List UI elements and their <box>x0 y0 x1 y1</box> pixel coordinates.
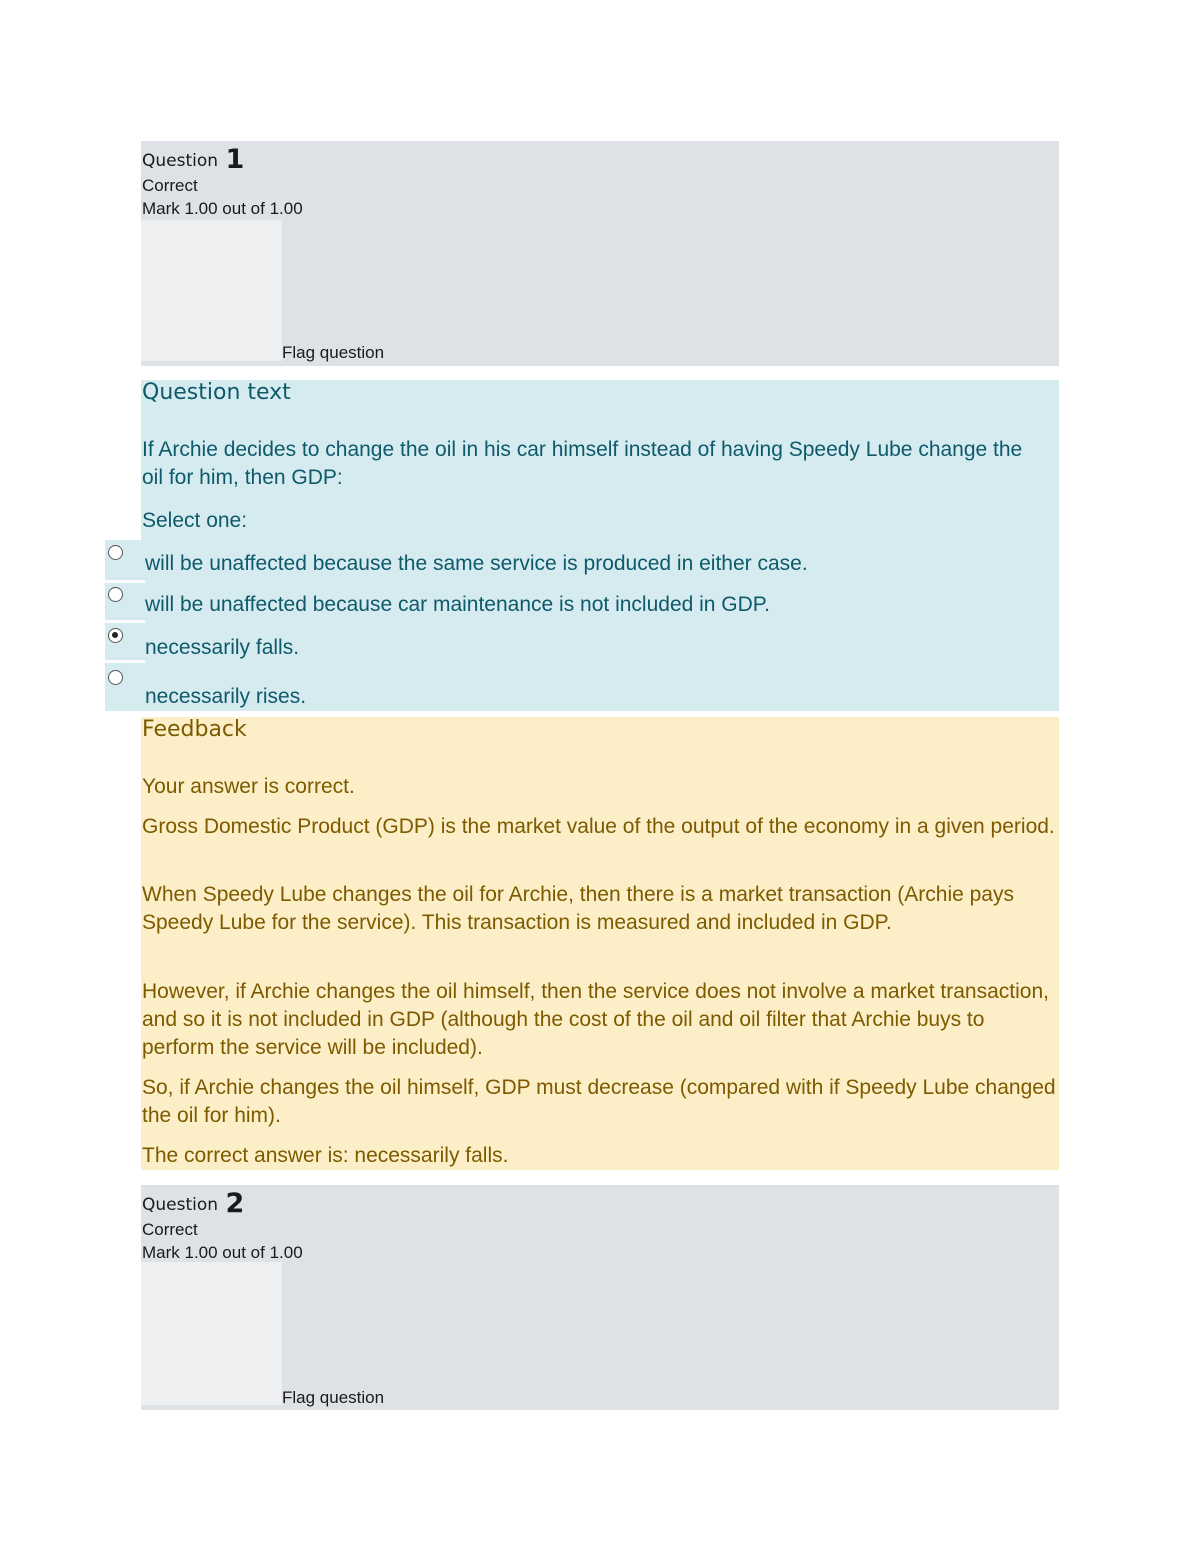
answer-option-radio[interactable] <box>108 670 123 685</box>
question-2-info <box>141 1185 1059 1410</box>
question-label: Question <box>142 1195 219 1215</box>
option-divider <box>105 620 145 623</box>
question-heading <box>142 144 244 175</box>
feedback-paragraph: Your answer is correct. <box>142 775 355 798</box>
feedback-paragraph: When Speedy Lube changes the oil for Archie, then there is a market transaction (Archie pays Speedy Lube for the service). This transaction is measured and included in GDP. <box>142 883 1014 934</box>
answer-option-label[interactable]: necessarily falls. <box>145 636 300 659</box>
feedback-paragraph: The correct answer is: necessarily falls. <box>142 1144 509 1167</box>
option-divider <box>105 580 145 583</box>
answer-option-label[interactable]: will be unaffected because car maintenance is not included in GDP. <box>145 593 770 616</box>
flag-icon[interactable] <box>141 1262 282 1405</box>
question-number: 2 <box>225 1188 245 1219</box>
option-divider <box>105 660 145 663</box>
question-prompt: If Archie decides to change the oil in his car himself instead of having Speedy Lube change the oil for him, then GDP: <box>142 438 1023 489</box>
flag-question-link[interactable]: Flag question <box>282 343 385 362</box>
question-label: Question <box>142 151 219 171</box>
feedback-panel <box>141 717 1059 1170</box>
question-text-heading: Question text <box>142 380 291 405</box>
answer-option-radio[interactable] <box>108 587 123 602</box>
question-number: 1 <box>225 144 245 175</box>
feedback-paragraph: However, if Archie changes the oil himself, then the service does not involve a market transaction, and so it is not included in GDP (although the cost of the oil and oil filter that Archie buys to perform the service will be included). <box>142 980 1049 1059</box>
question-mark: Mark 1.00 out of 1.00 <box>142 199 303 218</box>
options-panel-extension <box>105 540 145 711</box>
question-state: Correct <box>142 176 198 195</box>
question-mark: Mark 1.00 out of 1.00 <box>142 1243 303 1262</box>
answer-option-radio[interactable] <box>108 545 123 560</box>
question-heading <box>142 1188 244 1219</box>
feedback-paragraph: So, if Archie changes the oil himself, GDP must decrease (compared with if Speedy Lube changed the oil for him). <box>142 1076 1056 1127</box>
question-text-panel <box>141 380 1059 711</box>
flag-question-link[interactable]: Flag question <box>282 1388 385 1407</box>
answer-option-label[interactable]: will be unaffected because the same service is produced in either case. <box>145 552 808 575</box>
feedback-paragraph: Gross Domestic Product (GDP) is the market value of the output of the economy in a given period. <box>142 815 1055 838</box>
select-one-label: Select one: <box>142 509 248 532</box>
answer-option-label[interactable]: necessarily rises. <box>145 685 307 708</box>
question-state: Correct <box>142 1220 198 1239</box>
flag-icon[interactable] <box>141 220 282 361</box>
answer-option-radio-selected[interactable] <box>108 628 123 643</box>
feedback-heading: Feedback <box>142 717 247 742</box>
question-1-info <box>141 141 1059 366</box>
